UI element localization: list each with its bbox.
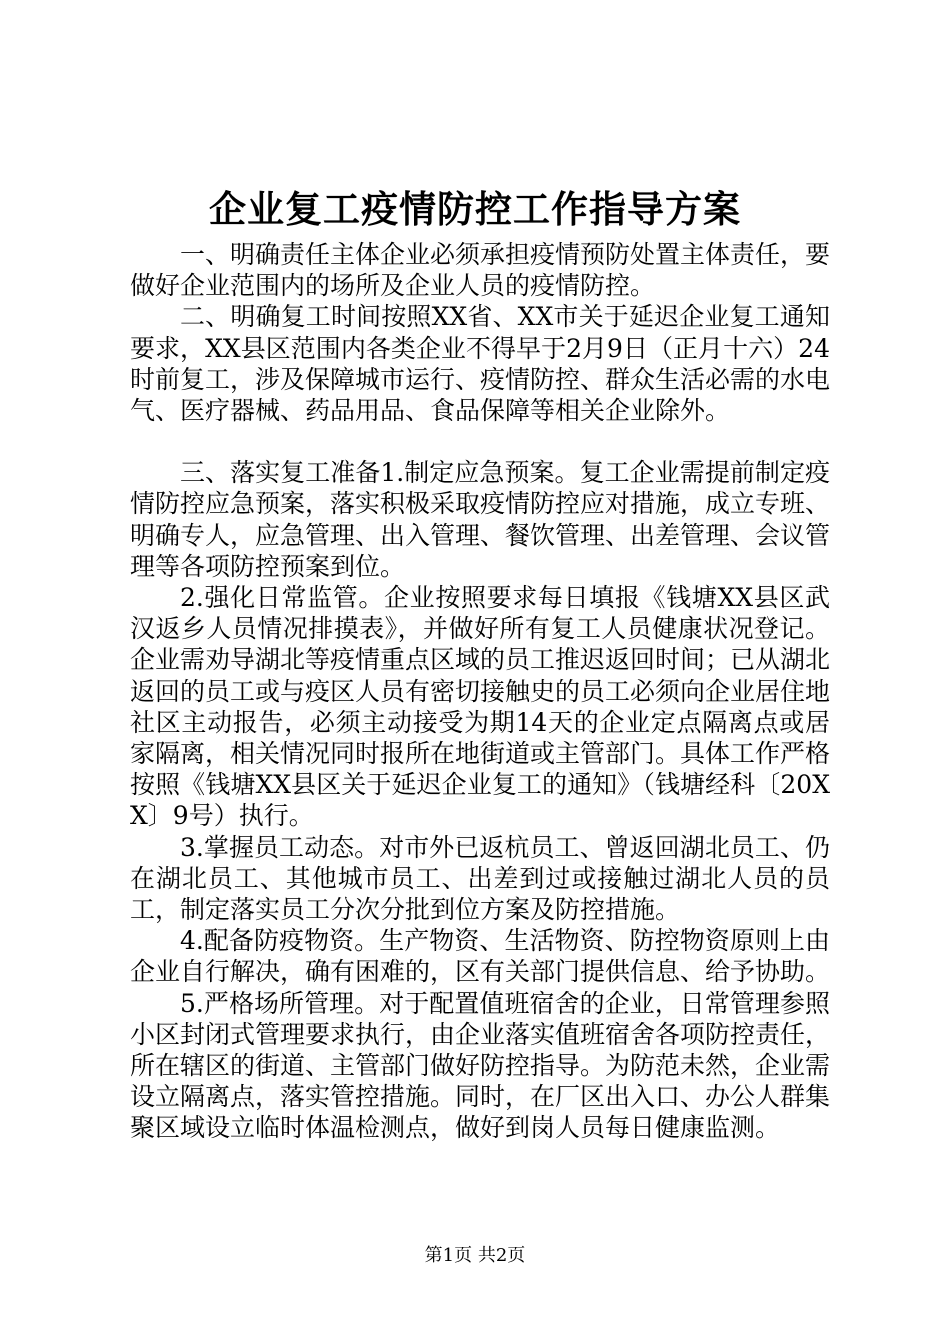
paragraph-supervision: 2.强化日常监管。企业按照要求每日填报《钱塘XX县区武汉返乡人员情况排摸表》，并做好所有复工人员健康状况登记。企业需劝导湖北等疫情重点区域的员工推迟返回时间；已从湖北返回的员工或与疫区人员有密切接触史的员工必须向企业居住地社区主动报告，必须主动接受为期14天的企业定点隔离点或居家隔离，相关情况同时报所在地街道或主管部门。具体工作严格按照《钱塘XX县区关于延迟企业复工的通知》（钱塘经科〔20XX〕9号）执行。	[130, 583, 831, 831]
page-title: 企业复工疫情防控工作指导方案	[209, 187, 741, 231]
paragraph-staff-status: 3.掌握员工动态。对市外已返杭员工、曾返回湖北员工、仍在湖北员工、其他城市员工、出差到过或接触过湖北人员的员工，制定落实员工分次分批到位方案及防控措施。	[130, 832, 830, 925]
paragraph-site-management: 5.严格场所管理。对于配置值班宿舍的企业，日常管理参照小区封闭式管理要求执行，由企业落实值班宿舍各项防控责任，所在辖区的街道、主管部门做好防控指导。为防范未然，企业需设立隔离点，落实管控措施。同时，在厂区出入口、办公人群集聚区域设立临时体温检测点，做好到岗人员每日健康监测。	[130, 988, 831, 1143]
paragraph-responsibility: 一、明确责任主体企业必须承担疫情预防处置主体责任，要做好企业范围内的场所及企业人员的疫情防控。	[130, 240, 831, 301]
page-number-footer: 第1页 共2页	[424, 1245, 526, 1266]
paragraph-resume-time: 二、明确复工时间按照XX省、XX市关于延迟企业复工通知要求，XX县区范围内各类企业不得早于2月9日（正月十六）24时前复工，涉及保障城市运行、疫情防控、群众生活必需的水电气、医疗器械、药品用品、食品保障等相关企业除外。	[130, 302, 831, 426]
paragraph-supplies: 4.配备防疫物资。生产物资、生活物资、防控物资原则上由企业自行解决，确有困难的，区有关部门提供信息、给予协助。	[130, 926, 831, 987]
paragraph-preparation: 三、落实复工准备1.制定应急预案。复工企业需提前制定疫情防控应急预案，落实积极采取疫情防控应对措施，成立专班、明确专人，应急管理、出入管理、餐饮管理、出差管理、会议管理等各项防控预案到位。	[130, 458, 831, 581]
document-body	[130, 239, 830, 1144]
